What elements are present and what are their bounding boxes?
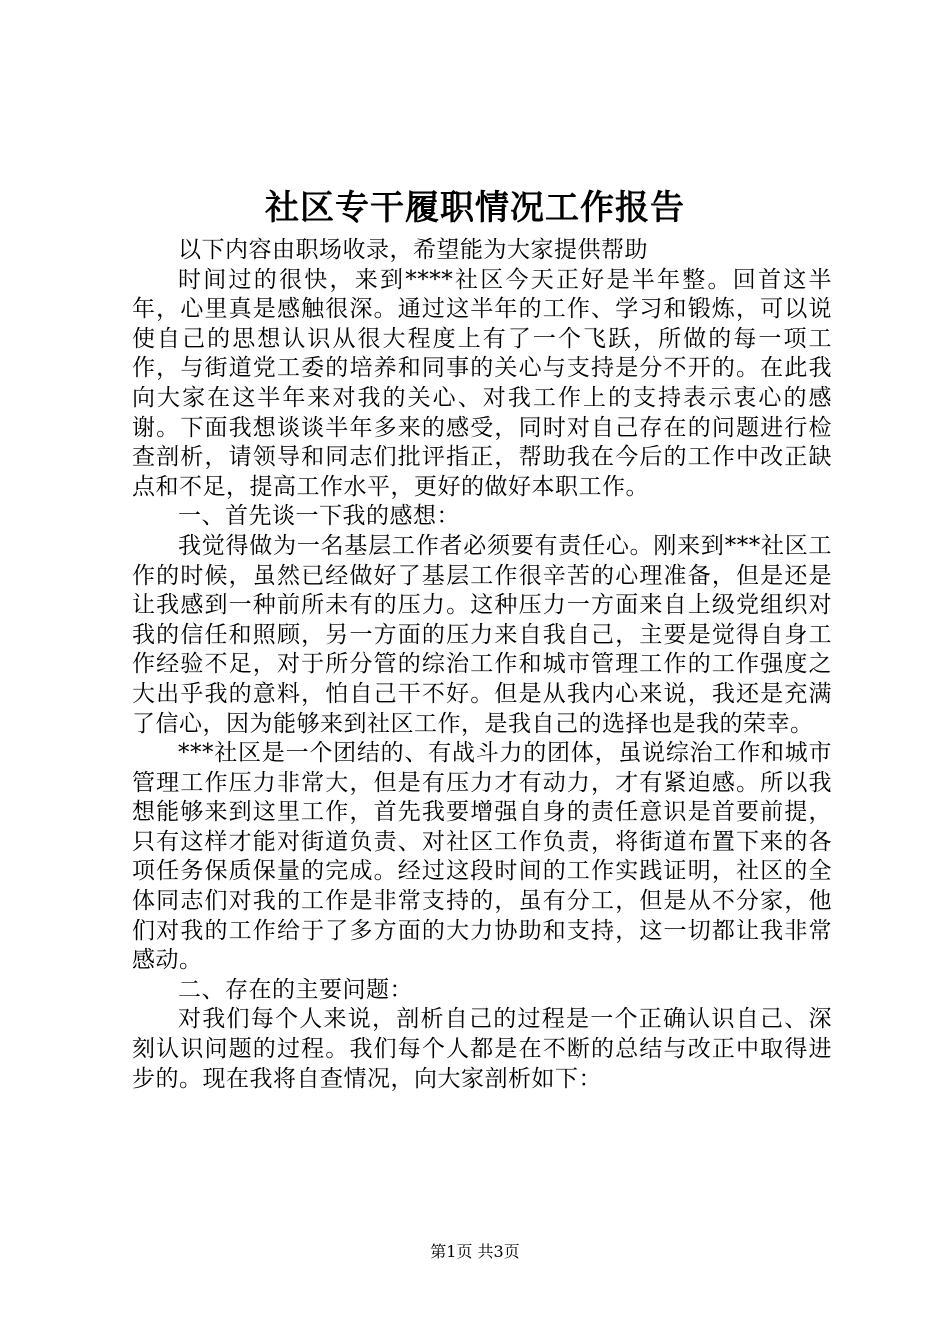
paragraph: ***社区是一个团结的、有战斗力的团体，虽说综治工作和城市管理工作压力非常大，但是有压力才有动力，才有紧迫感。所以我想能够来到这里工作，首先我要增强自身的责任意识是首要前提，只有这样才能对街道负责、对社区工作负责，将街道布置下来的各项任务保质保量的完成。经过这段时间的工作实践证明，社区的全体同志们对我的工作是非常支持的，虽有分工，但是从不分家，他们对我的工作给于了多方面的大力协助和支持，这一切都让我非常感动。 bbox=[132, 740, 832, 974]
document-body bbox=[132, 236, 832, 1094]
page-number-footer: 第1页 共3页 bbox=[430, 1242, 520, 1261]
section-heading: 一、首先谈一下我的感想： bbox=[178, 503, 460, 530]
document-title: 社区专干履职情况工作报告 bbox=[265, 188, 685, 228]
paragraph: 时间过的很快，来到****社区今天正好是半年整。回首这半年，心里真是感触很深。通过这半年的工作、学习和锻炼，可以说使自己的思想认识从很大程度上有了一个飞跃，所做的每一项工作，与街道党工委的培养和同事的关心与支持是分不开的。在此我向大家在这半年来对我的关心、对我工作上的支持表示衷心的感谢。下面我想谈谈半年多来的感受，同时对自己存在的问题进行检查剖析，请领导和同志们批评指正，帮助我在今后的工作中改正缺点和不足，提高工作水平，更好的做好本职工作。 bbox=[132, 266, 832, 500]
paragraph: 对我们每个人来说，剖析自己的过程是一个正确认识自己、深刻认识问题的过程。我们每个人都是在不断的总结与改正中取得进步的。现在我将自查情况，向大家剖析如下： bbox=[132, 1006, 832, 1092]
paragraph: 我觉得做为一名基层工作者必须要有责任心。刚来到***社区工作的时候，虽然已经做好了基层工作很辛苦的心理准备，但是还是让我感到一种前所未有的压力。这种压力一方面来自上级党组织对我的信任和照顾，另一方面的压力来自我自己，主要是觉得自身工作经验不足，对于所分管的综治工作和城市管理工作的工作强度之大出乎我的意料，怕自己干不好。但是从我内心来说，我还是充满了信心，因为能够来到社区工作，是我自己的选择也是我的荣幸。 bbox=[132, 532, 832, 737]
paragraph-intro: 以下内容由职场收录，希望能为大家提供帮助 bbox=[178, 237, 648, 263]
section-heading: 二、存在的主要问题： bbox=[178, 976, 413, 1003]
